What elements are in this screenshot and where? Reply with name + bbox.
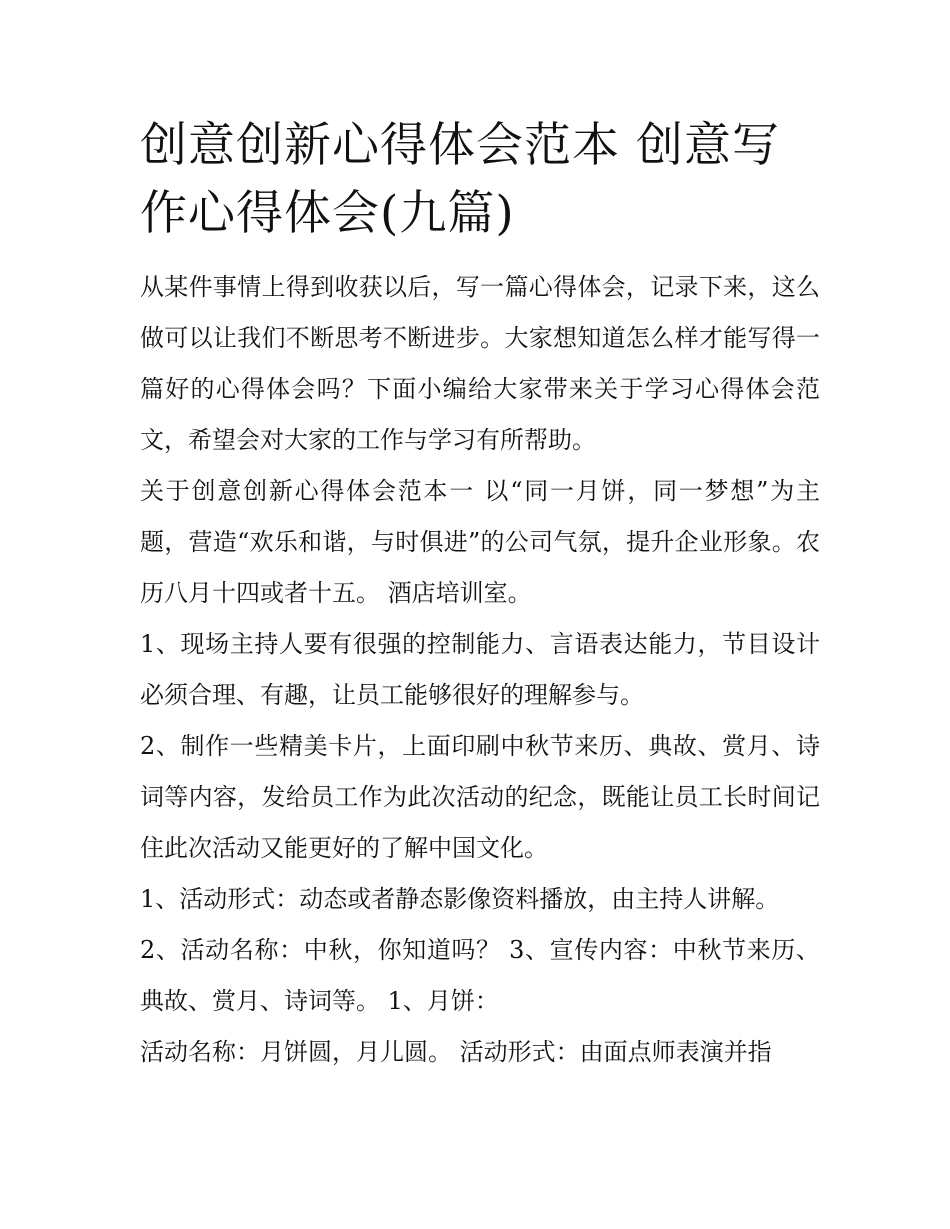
paragraph-mooncake-activity: 活动名称：月饼圆，月儿圆。 活动形式：由面点师表演并指 xyxy=(140,1038,772,1066)
paragraph-cards: 2、制作一些精美卡片，上面印刷中秋节来历、典故、赏月、诗词等内容，发给员工作为此次活动的纪念，既能让员工长时间记住此次活动又能更好的了解中国文化。 xyxy=(140,732,820,862)
paragraph-activity-format: 1、活动形式：动态或者静态影像资料播放，由主持人讲解。 xyxy=(140,885,780,913)
document-title: 创意创新心得体会范本 创意写作心得体会(九篇) xyxy=(140,118,780,241)
paragraph-host-requirement: 1、现场主持人要有很强的控制能力、言语表达能力，节目设计必须合理、有趣，让员工能够很好的理解参与。 xyxy=(140,630,820,709)
paragraph-intro: 从某件事情上得到收获以后，写一篇心得体会，记录下来，这么做可以让我们不断思考不断进步。大家想知道怎么样才能写得一篇好的心得体会吗？下面小编给大家带来关于学习心得体会范文，希望会对大家的工作与学习有所帮助。 xyxy=(140,273,820,454)
document-body xyxy=(140,112,820,1078)
paragraph-theme: 关于创意创新心得体会范本一 以“同一月饼，同一梦想”为主题，营造“欢乐和谐，与时俱进”的公司气氛，提升企业形象。农历八月十四或者十五。 酒店培训室。 xyxy=(140,477,820,607)
paragraph-activity-name: 2、活动名称：中秋，你知道吗？ 3、宣传内容：中秋节来历、典故、赏月、诗词等。 1、月饼： xyxy=(140,936,820,1015)
